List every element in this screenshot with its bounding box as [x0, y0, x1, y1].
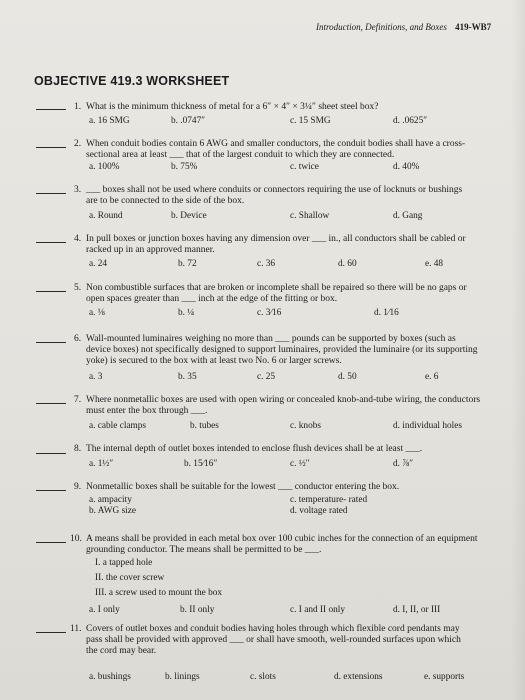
answer-blank[interactable]	[36, 193, 66, 194]
answer-option: e. 6	[425, 372, 439, 382]
page-code: 419-WB7	[455, 22, 492, 32]
question-line: ___ boxes shall not be used where conduits or connectors requiring the use of locknuts or bushings	[86, 185, 463, 195]
question-line: pass shall be provided with approved ___ or shall have smooth, well-rounded surfaces upon which	[86, 635, 461, 645]
answer-option: b. linings	[165, 672, 200, 682]
answer-option: c. 36	[257, 259, 276, 269]
sub-item: II. the cover screw	[95, 573, 165, 583]
question-line: racked up in an approved manner.	[86, 245, 215, 255]
question-number: 6.	[74, 334, 82, 344]
answer-option: c. temperature- rated	[290, 495, 368, 505]
question-number: 2.	[74, 139, 82, 149]
answer-blank[interactable]	[36, 542, 66, 543]
answer-blank[interactable]	[36, 342, 66, 343]
answer-option: d. .0625″	[393, 116, 428, 126]
question-line: Nonmetallic boxes shall be suitable for the lowest ___ conductor entering the box.	[86, 482, 400, 492]
answer-option: c. slots	[250, 672, 276, 682]
answer-option: d. I, II, or III	[393, 605, 441, 615]
answer-option: b. tubes	[190, 421, 219, 431]
answer-blank[interactable]	[36, 291, 66, 292]
answer-option: a. 16 SMG	[89, 116, 130, 126]
question-line: the cord may bear.	[86, 646, 157, 656]
answer-option: b. AWG size	[89, 506, 137, 516]
answer-option: c. 25	[257, 372, 276, 382]
question-number: 3.	[74, 185, 82, 195]
question-text	[86, 444, 422, 455]
running-title: Introduction, Definitions, and Boxes	[316, 22, 447, 32]
answer-option: b. 15⁄16″	[184, 459, 218, 469]
answer-option: a. 3	[89, 372, 103, 382]
answer-option: e. supports	[424, 672, 465, 682]
answer-option: d. Gang	[393, 211, 423, 221]
answer-option: d. individual holes	[393, 421, 462, 431]
question-line: A means shall be provided in each metal box over 100 cubic inches for the connection of an equipment	[86, 534, 478, 544]
answer-option: e. 48	[425, 259, 444, 269]
answer-option: c. 15 SMG	[290, 116, 331, 126]
running-header	[316, 22, 491, 32]
answer-option: a. cable clamps	[89, 421, 147, 431]
answer-blank[interactable]	[36, 109, 66, 110]
question-number: 4.	[74, 234, 82, 244]
question-line: Wall-mounted luminaires weighing no more than ___ pounds can be supported by boxes (such as	[86, 334, 456, 344]
answer-option: c. ½″	[290, 459, 310, 469]
question-line: yoke) is secured to the box with at least two No. 6 or larger screws.	[86, 356, 342, 366]
answer-option: d. 50	[338, 372, 357, 382]
answer-option: b. 75%	[171, 162, 198, 172]
question-text	[86, 482, 399, 493]
answer-option: a. 24	[89, 259, 108, 269]
answer-option: a. Round	[89, 211, 123, 221]
page-edge-shadow	[511, 0, 525, 700]
answer-option: c. knobs	[290, 421, 321, 431]
question-line: What is the minimum thickness of metal for a 6″ × 4″ × 3¼″ sheet steel box?	[86, 102, 379, 112]
answer-option: c. Shallow	[290, 211, 330, 221]
answer-option: c. 3⁄16	[257, 308, 282, 318]
answer-blank[interactable]	[36, 453, 66, 454]
question-number: 10.	[70, 534, 82, 544]
answer-option: d. ⅞″	[393, 459, 414, 469]
question-line: Non combustible surfaces that are broken or incomplete shall be repaired so there will be no gaps or	[86, 283, 467, 293]
answer-option: c. I and II only	[290, 605, 345, 615]
question-text	[86, 102, 378, 113]
question-line: Covers of outlet boxes and conduit bodies having holes through which flexible cord pendants may	[86, 624, 460, 634]
answer-option: d. 1⁄16	[374, 308, 399, 318]
answer-option: a. I only	[89, 605, 120, 615]
answer-option: b. 72	[178, 259, 197, 269]
question-text	[86, 334, 478, 367]
question-line: grounding conductor. The means shall be permitted to be ___.	[86, 545, 322, 555]
answer-option: b. .0747″	[171, 116, 206, 126]
question-text	[86, 624, 461, 657]
answer-option: a. 1½″	[89, 459, 114, 469]
answer-blank[interactable]	[36, 147, 66, 148]
answer-option: c. twice	[290, 162, 319, 172]
question-text	[86, 395, 480, 417]
sub-item: I. a tapped hole	[95, 558, 153, 568]
question-line: are to be connected to the side of the box.	[86, 196, 245, 206]
answer-blank[interactable]	[36, 490, 66, 491]
question-line: The internal depth of outlet boxes intended to enclose flush devices shall be at least ___.	[86, 444, 423, 454]
answer-blank[interactable]	[36, 632, 66, 633]
sub-item: III. a screw used to mount the box	[95, 588, 223, 598]
answer-option: d. voltage rated	[290, 506, 348, 516]
question-text	[86, 534, 478, 556]
answer-option: a. 100%	[89, 162, 120, 172]
answer-option: b. 35	[178, 372, 197, 382]
question-number: 7.	[74, 395, 82, 405]
answer-option: b. II only	[180, 605, 215, 615]
answer-option: d. 40%	[393, 162, 420, 172]
answer-option: d. 60	[338, 259, 357, 269]
question-text	[86, 139, 465, 161]
answer-blank[interactable]	[36, 403, 66, 404]
question-line: device boxes) not specifically designed to support luminaires, provided the luminaire (or its supporting	[86, 345, 478, 355]
answer-option: b. ¼	[178, 308, 195, 318]
question-number: 9.	[74, 482, 82, 492]
question-text	[86, 185, 462, 207]
question-line: sectional area at least ___ that of the largest conduit to which they are connected.	[86, 150, 395, 160]
question-line: must enter the box through ___.	[86, 406, 208, 416]
worksheet-title: OBJECTIVE 419.3 WORKSHEET	[34, 74, 230, 88]
question-number: 1.	[74, 102, 82, 112]
answer-option: a. bushings	[89, 672, 131, 682]
question-line: open spaces greater than ___ inch at the edge of the fitting or box.	[86, 294, 338, 304]
question-line: In pull boxes or junction boxes having any dimension over ___ in., all conductors shall be cabled or	[86, 234, 466, 244]
question-line: When conduit bodies contain 6 AWG and smaller conductors, the conduit bodies shall have a cross-	[86, 139, 466, 149]
answer-blank[interactable]	[36, 242, 66, 243]
question-number: 8.	[74, 444, 82, 454]
question-number: 11.	[70, 624, 82, 634]
answer-option: a. ampacity	[89, 495, 132, 505]
question-line: Where nonmetallic boxes are used with open wiring or concealed knob-and-tube wiring, the conductors	[86, 395, 481, 405]
answer-option: a. ⅛	[89, 308, 105, 318]
question-number: 5.	[74, 283, 82, 293]
answer-option: b. Device	[171, 211, 207, 221]
question-text	[86, 234, 466, 256]
answer-option: d. extensions	[334, 672, 383, 682]
question-text	[86, 283, 467, 305]
